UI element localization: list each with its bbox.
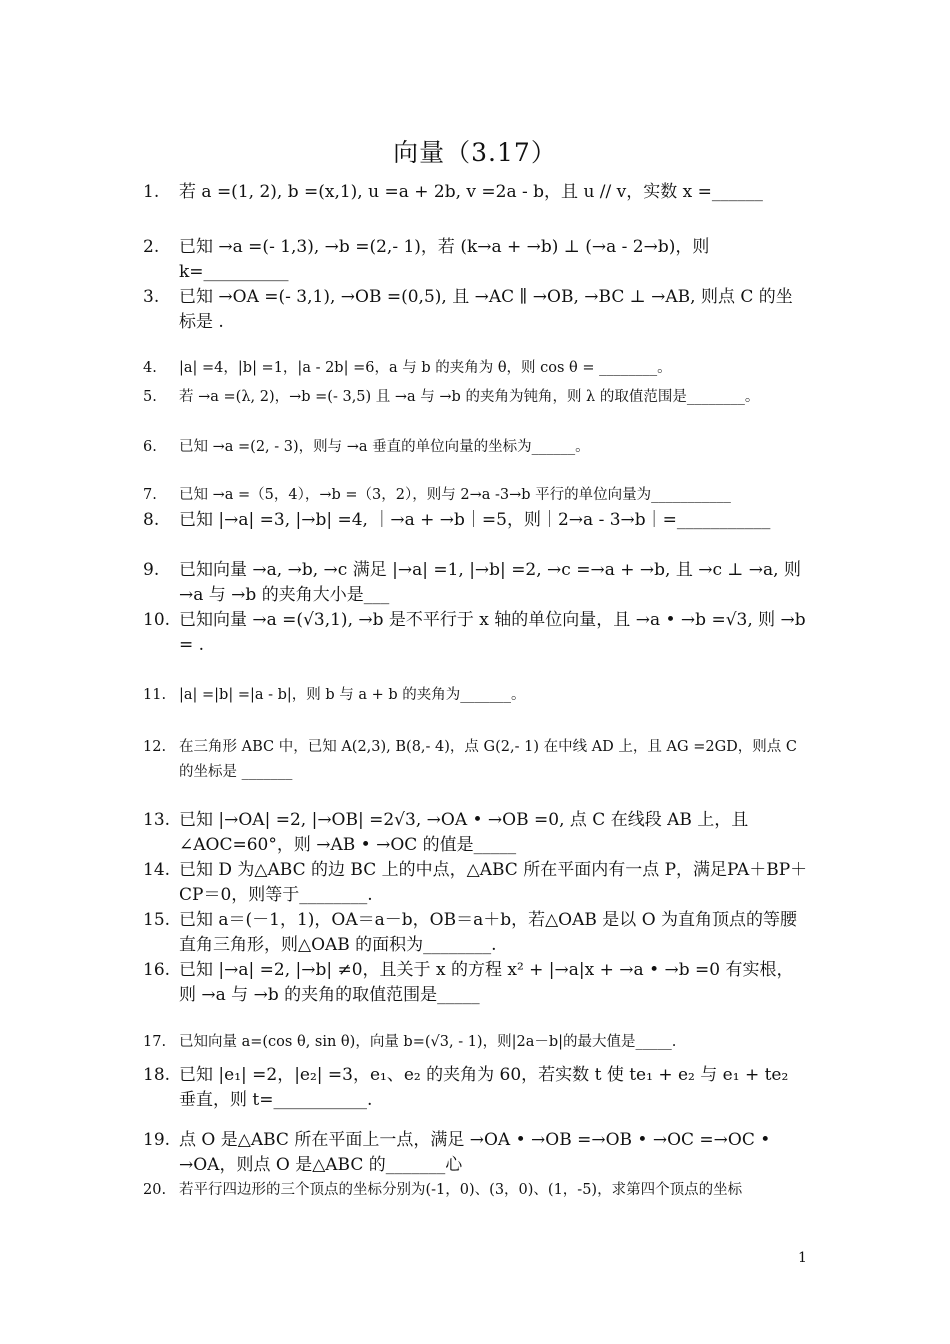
question-number: 8. — [143, 510, 160, 530]
question-number: 10. — [143, 610, 171, 630]
question-10 — [143, 608, 808, 658]
question-text: 已知 |→a| =2, |→b| ≠0，且关于 x 的方程 x² + |→a|x + →a • →b =0 有实根，则 →a 与 →b 的夹角的取值范围是_____ — [179, 960, 794, 1005]
question-12 — [143, 735, 808, 785]
question-16 — [143, 958, 808, 1008]
question-text: 若 →a =(λ, 2)，→b =(- 3,5) 且 →a 与 →b 的夹角为钝角，则 λ 的取值范围是________。 — [179, 389, 760, 405]
question-number: 20. — [143, 1182, 167, 1198]
question-2 — [143, 235, 808, 285]
question-20 — [143, 1178, 808, 1203]
question-number: 3. — [143, 287, 160, 307]
question-number: 7. — [143, 487, 157, 503]
question-text: 已知 →a =(2, - 3)，则与 →a 垂直的单位向量的坐标为______。 — [179, 439, 590, 455]
question-number: 1. — [143, 182, 160, 202]
question-number: 12. — [143, 739, 167, 755]
question-11 — [143, 683, 808, 708]
question-1 — [143, 180, 808, 205]
question-text: 已知向量 →a =(√3,1), →b 是不平行于 x 轴的单位向量，且 →a • →b =√3, 则 →b = . — [179, 610, 806, 655]
question-text: |a| =4，|b| =1，|a - 2b| =6，a 与 b 的夹角为 θ，则 cos θ = ________。 — [179, 360, 672, 376]
question-number: 19. — [143, 1130, 171, 1150]
question-13 — [143, 808, 808, 858]
question-text: |a| =|b| =|a - b|，则 b 与 a + b 的夹角为_______。 — [179, 687, 526, 703]
question-number: 15. — [143, 910, 171, 930]
question-text: 已知 |→OA| =2, |→OB| =2√3, →OA • →OB =0, 点 C 在线段 AB 上，且∠AOC=60°，则 →AB • →OC 的值是_____ — [179, 810, 749, 855]
question-text: 已知向量 a=(cos θ, sin θ)，向量 b=(√3, - 1)，则|2a－b|的最大值是_____. — [179, 1034, 677, 1050]
question-number: 5. — [143, 389, 157, 405]
question-14 — [143, 858, 808, 908]
question-6 — [143, 435, 808, 460]
question-number: 9. — [143, 560, 160, 580]
question-text: 已知 a＝(－1，1)，OA＝a－b，OB＝a＋b，若△OAB 是以 O 为直角顶点的等腰直角三角形，则△OAB 的面积为________. — [179, 910, 798, 955]
question-number: 4. — [143, 360, 157, 376]
question-number: 16. — [143, 960, 171, 980]
question-7 — [143, 483, 808, 508]
question-text: 在三角形 ABC 中，已知 A(2,3), B(8,- 4)，点 G(2,- 1) 在中线 AD 上，且 AG =2GD，则点 C 的坐标是 _______ — [179, 739, 797, 780]
question-3 — [143, 285, 808, 335]
question-5 — [143, 385, 808, 410]
question-number: 6. — [143, 439, 157, 455]
question-number: 14. — [143, 860, 171, 880]
question-9 — [143, 558, 808, 608]
question-text: 若平行四边形的三个顶点的坐标分别为(-1，0)、(3，0)、(1，-5)，求第四个顶点的坐标 — [179, 1182, 743, 1198]
question-number: 11. — [143, 687, 167, 703]
question-4 — [143, 356, 808, 381]
question-text: 已知 D 为△ABC 的边 BC 上的中点，△ABC 所在平面内有一点 P，满足PA＋BP＋CP＝0，则等于________. — [179, 860, 808, 905]
question-text: 已知 |e₁| =2，|e₂| =3，e₁、e₂ 的夹角为 60，若实数 t 使 te₁ + e₂ 与 e₁ + te₂ 垂直，则 t=___________. — [179, 1065, 789, 1110]
question-text: 若 a =(1, 2), b =(x,1), u =a + 2b, v =2a - b，且 u // v，实数 x =______ — [179, 182, 763, 202]
page-title: 向量（3.17） — [393, 138, 557, 167]
question-8 — [143, 508, 808, 533]
question-text: 点 O 是△ABC 所在平面上一点，满足 →OA • →OB =→OB • →OC =→OC • →OA，则点 O 是△ABC 的_______心 — [179, 1130, 771, 1175]
question-text: 已知 →OA =(- 3,1), →OB =(0,5), 且 →AC ∥ →OB, →BC ⊥ →AB, 则点 C 的坐标是 . — [179, 287, 793, 332]
question-19 — [143, 1128, 808, 1178]
question-number: 2. — [143, 237, 160, 257]
question-text: 已知向量 →a, →b, →c 满足 |→a| =1, |→b| =2, →c =→a + →b, 且 →c ⊥ →a, 则 →a 与 →b 的夹角大小是___ — [179, 560, 801, 605]
question-text: 已知 |→a| =3, |→b| =4, ｜→a + →b｜=5，则｜2→a - 3→b｜=___________ — [179, 510, 771, 530]
question-text: 已知 →a =(- 1,3), →b =(2,- 1)，若 (k→a + →b) ⊥ (→a - 2→b)，则 k=__________ — [179, 237, 710, 282]
question-number: 18. — [143, 1065, 171, 1085]
question-number: 13. — [143, 810, 171, 830]
question-text: 已知 →a =（5，4），→b =（3，2），则与 2→a -3→b 平行的单位向量为___________ — [179, 487, 731, 503]
question-17 — [143, 1030, 808, 1055]
page-number: 1 — [798, 1250, 807, 1266]
question-15 — [143, 908, 808, 958]
question-18 — [143, 1063, 808, 1113]
question-number: 17. — [143, 1034, 167, 1050]
